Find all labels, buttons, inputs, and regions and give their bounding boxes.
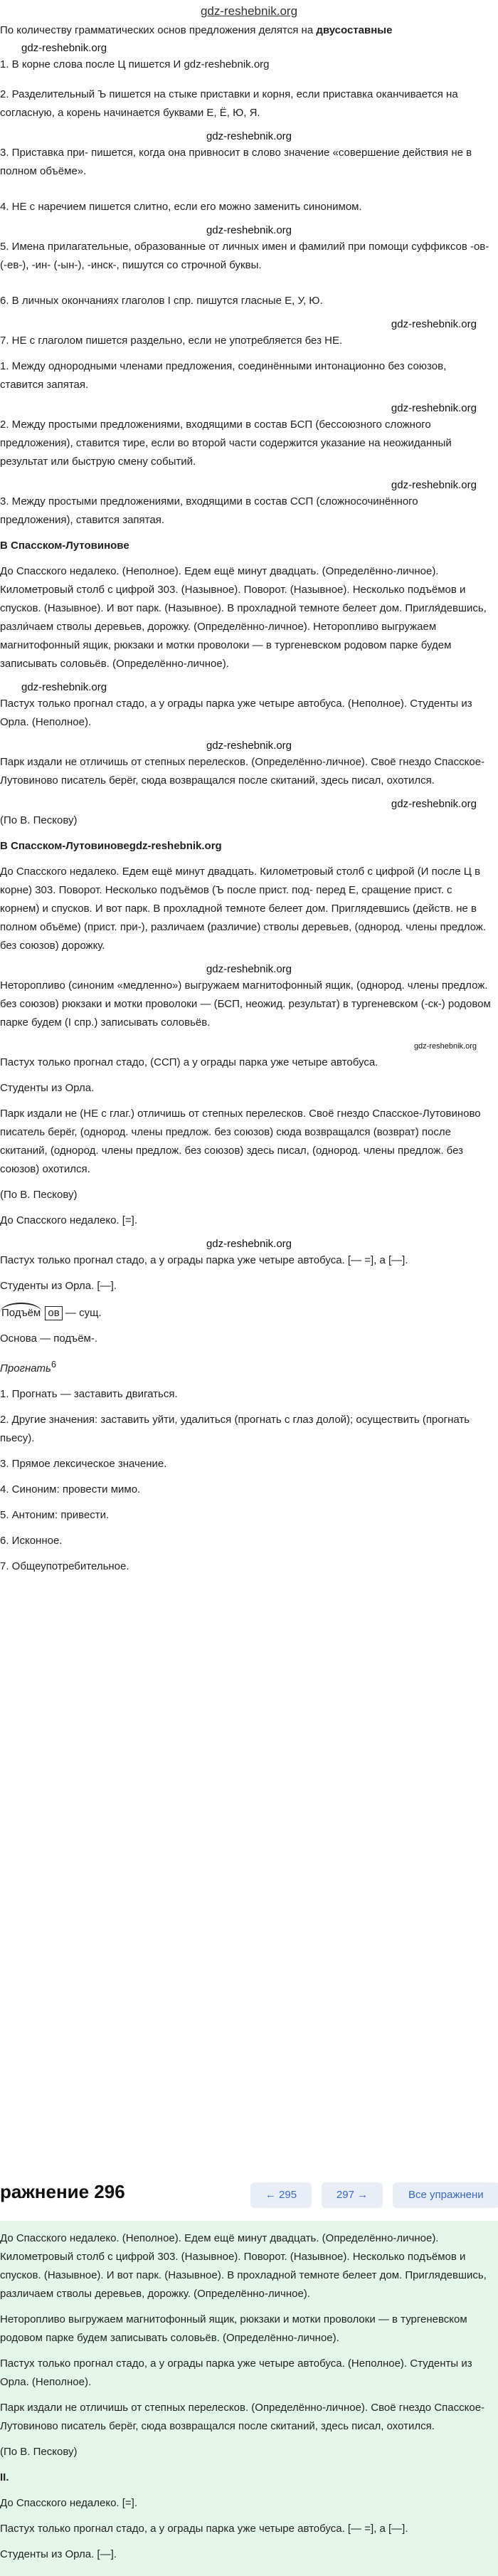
watermark: gdz-reshebnik.org	[206, 963, 292, 975]
text-line: 5. Антоним: привести.	[0, 1509, 110, 1521]
word-italic: Прогнать	[0, 1362, 51, 1374]
prev-exercise-button[interactable]: ← 295	[250, 2182, 312, 2208]
superscript: 6	[51, 1360, 56, 1370]
text-line: 3. Приставка при- пишется, когда она привносит в слово значение «совершение действия не в полном объёме».	[0, 147, 472, 177]
word-heading	[0, 1355, 498, 1378]
text-line: (По В. Пескову)	[0, 814, 78, 826]
exercise-answer-body	[0, 2221, 498, 2576]
text-line: 2. Другие значения: заставить уйти, удалиться (прогнать с глаз долой); осуществить (прогнать пьесу).	[0, 1414, 470, 1444]
watermark: gdz-reshebnik.org	[391, 479, 477, 491]
watermark: gdz-reshebnik.org	[206, 1238, 292, 1250]
text-line	[0, 56, 498, 74]
text-line: 6. Исконное.	[0, 1535, 63, 1547]
text-line: 4. НЕ с наречием пишется слитно, если его можно заменить синонимом.	[0, 201, 362, 213]
exercise-nav-bar	[0, 2171, 498, 2221]
text-line: 2. Разделительный Ъ пишется на стыке приставки и корня, если приставка оканчивается на согласную, а корень начинается буквами Е, Ё, Ю, Я.	[0, 88, 458, 119]
text-line: 2. Между простыми предложениями, входящими в состав БСП (бессоюзного сложного предложения), ставится тире, если во второй части содержится указание на неожиданный результат или быструю смену событий.	[0, 419, 452, 468]
text-line: Студенты из Орла. [—].	[0, 1280, 117, 1292]
watermark: gdz-reshebnik.org	[21, 42, 107, 54]
watermark: gdz-reshebnik.org	[391, 318, 477, 330]
text-line: 7. Общеупотребительное.	[0, 1560, 129, 1572]
text-line: Парк издали не (НЕ с глаг.) отличишь от степных перелесков. Своё гнездо Спасское-Лутовиново писатель берёг, (однород. члены предлож. без союзов) сюда возвращался (возврат) после скитаний, (однород. члены предлож. без союзов) здесь писал, (однород. члены предлож. без союзов) охотился.	[0, 1108, 481, 1175]
text-line: 6. В личных окончаниях глаголов I спр. пишутся гласные Е, У, Ю.	[0, 295, 323, 307]
text-span: — сущ.	[65, 1307, 102, 1319]
text-span: По количеству грамматических основ предложения делятся на	[0, 24, 314, 36]
bold-term: двусоставные	[316, 24, 393, 36]
text-line: До Спасского недалеко. (Неполное). Едем ещё минут двадцать. (Определённо-личное). Километровый столб с цифрой 303. (Назывное). Поворот. (Назывное). Несколько подъёмов и спусков. (Назывное). И вот парк. (Назывное). В прохладной темноте белеет дом. Приглядевшись, различаем стволы деревьев, дорожку. (Определённо-личное).	[0, 2232, 487, 2300]
morpheme-line	[0, 1303, 498, 1323]
text-line: Пастух только прогнал стадо, а у ограды парка уже четыре автобуса. [— =], а [—].	[0, 2523, 408, 2535]
text-line: 1. Прогнать — заставить двигаться.	[0, 1388, 178, 1400]
text-line: До Спасского недалеко. (Неполное). Едем ещё минут двадцать. (Определённо-личное). Километровый столб с цифрой 303. (Назывное). Поворот. (Назывное). Несколько подъёмов и спусков. (Назывное). И вот парк. (Назывное). В прохладной темноте белеет дом. Пригля́девшись, разли́чаем стволы деревьев, дорожку. (Определённо-личное). Неторопливо выгружаем магнитофонный ящик, рюкзаки и мотки проволоки — в тургеневском родовом парке будем записывать соловьёв. (Определённо-личное).	[0, 565, 487, 670]
text-line: Пастух только прогнал стадо, а у ограды парка уже четыре автобуса. (Неполное). Студенты из Орла. (Неполное).	[0, 698, 472, 728]
watermark: gdz-reshebnik.org	[206, 130, 292, 142]
text-line: Парк издали не отличишь от степных перелесков. (Определённо-личное). Своё гнездо Спасское-Лутовиново писатель берёг, сюда возвращался после скитаний, здесь писал, охотился.	[0, 756, 485, 787]
morph-word: Подъём	[1, 1307, 41, 1319]
text-line: Неторопливо (синоним «медленно») выгружаем магнитофонный ящик, (однород. члены предлож. без союзов) рюкзаки и мотки проволоки — (БСП, неожид. результат) в тургеневском (-ск-) родовом парке будем (I спр.) записывать соловьёв.	[0, 979, 491, 1029]
text-line: Неторопливо выгружаем магнитофонный ящик, рюкзаки и мотки проволоки — в тургеневском родовом парке будем записывать соловьёв. (Определённо-личное).	[0, 2313, 467, 2344]
text-line: (По В. Пескову)	[0, 2446, 78, 2458]
text-line: 4. Синоним: провести мимо.	[0, 1483, 141, 1495]
text-line: До Спасского недалеко. Едем ещё минут двадцать. Километровый столб с цифрой (И после Ц в корне) 303. Поворот. Несколько подъёмов (Ъ после прист. под- перед Е, сращение прист. с корнем) и спусков. И вот парк. В прохладной темноте белеет дом. Приглядевшись (действ. не в полном объёме) (прист. при-), различаем (различие) стволы деревьев, (однород. члены предлож. без союзов) дорожку.	[0, 866, 486, 952]
watermark: gdz-reshebnik.org	[391, 402, 477, 414]
watermark: gdz-reshebnik.org	[21, 681, 107, 693]
exercise-title: ражнение 296	[0, 2181, 125, 2202]
text-line: Пастух только прогнал стадо, (ССП) а у ограды парка уже четыре автобуса.	[0, 1056, 378, 1068]
text-line: 1. Между однородными членами предложения, соединёнными интонационно без союзов, ставится запятая.	[0, 360, 447, 391]
text-span: 1. В корне слова после Ц пишется И	[0, 58, 181, 70]
text-line	[0, 21, 498, 40]
text-line: Пастух только прогнал стадо, а у ограды парка уже четыре автобуса. [— =], а [—].	[0, 1254, 408, 1266]
root-arc	[0, 1303, 42, 1323]
all-exercises-button[interactable]: Все упражнени	[393, 2182, 498, 2208]
ending-box: ов	[45, 1306, 62, 1320]
text-line: До Спасского недалеко. [=].	[0, 1214, 138, 1226]
exercise-296-section	[0, 2171, 498, 2576]
section-marker: II.	[0, 2471, 9, 2483]
watermark: gdz-reshebnik.org	[206, 224, 292, 236]
text-line: Студенты из Орла. [—].	[0, 2548, 117, 2560]
watermark: gdz-reshebnik.org	[391, 798, 477, 810]
text-line: 3. Прямое лексическое значение.	[0, 1458, 167, 1470]
text-line: Пастух только прогнал стадо, а у ограды парка уже четыре автобуса. (Неполное). Студенты из Орла. (Неполное).	[0, 2357, 472, 2388]
watermark: gdz-reshebnik.org	[129, 840, 222, 852]
text-line: 5. Имена прилагательные, образованные от личных имен и фамилий при помощи суффиксов -ов- (-ев-), -ин- (-ын-), -инск-, пишутся со строчной буквы.	[0, 241, 489, 271]
text-line: Основа — подъём-.	[0, 1332, 98, 1345]
watermark: gdz-reshebnik.org	[206, 740, 292, 752]
text-line: (По В. Пескову)	[0, 1189, 78, 1201]
section-heading: В Спасском-Лутовинове	[0, 540, 129, 552]
text-line: 7. НЕ с глаголом пишется раздельно, если не употребляется без НЕ.	[0, 335, 343, 347]
section-heading	[0, 837, 498, 856]
text-span: В Спасском-Лутовинове	[0, 840, 129, 852]
text-line: 3. Между простыми предложениями, входящими в состав ССП (сложносочинённого предложения), ставится запятая.	[0, 495, 418, 526]
top-watermark: gdz-reshebnik.org	[200, 4, 298, 18]
watermark: gdz-reshebnik.org	[184, 58, 270, 70]
text-line: Студенты из Орла.	[0, 1082, 95, 1094]
text-line: Парк издали не отличишь от степных перелесков. (Определённо-личное). Своё гнездо Спасское-Лутовиново писатель берёг, сюда возвращался после скитаний, здесь писал, охотился.	[0, 2402, 485, 2432]
watermark: gdz-reshebnik.org	[413, 1042, 477, 1051]
text-line: До Спасского недалеко. [=].	[0, 2497, 138, 2509]
next-exercise-button[interactable]: 297 →	[322, 2182, 383, 2208]
